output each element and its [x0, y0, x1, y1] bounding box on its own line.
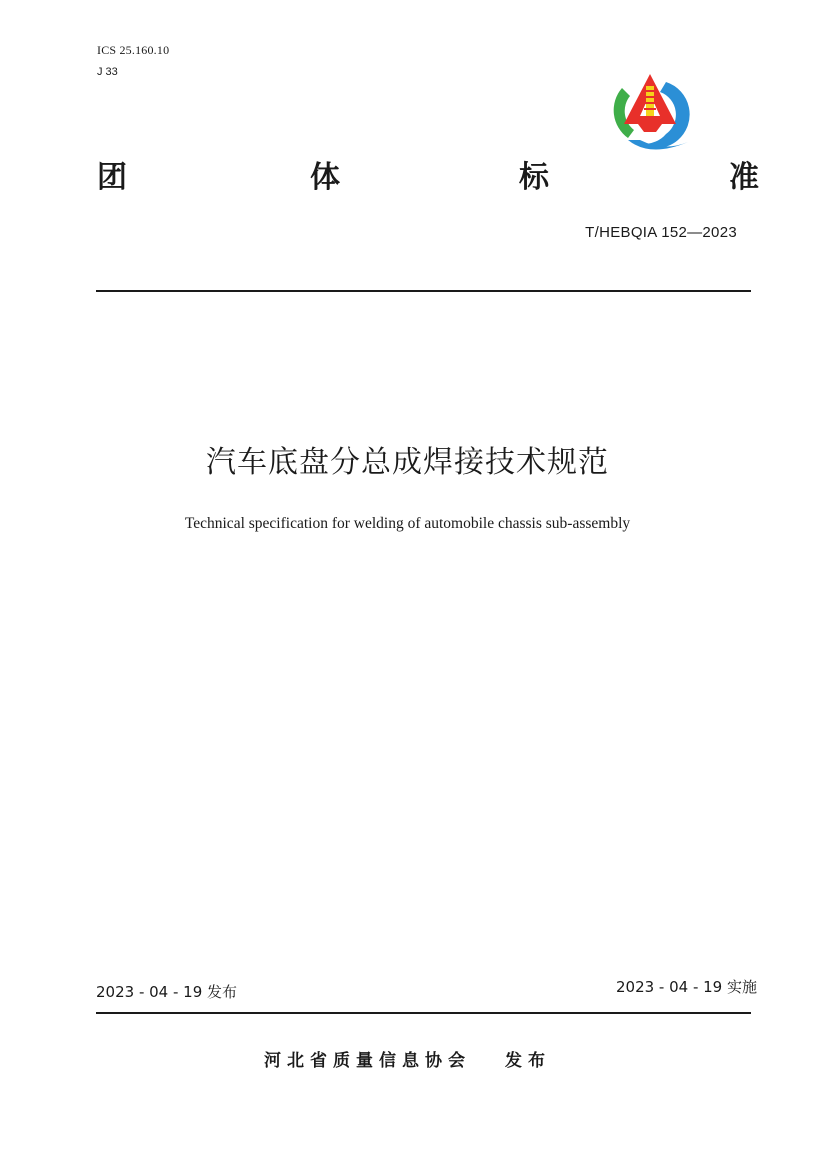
standard-number: T/HEBQIA 152—2023: [585, 224, 737, 241]
standard-type-char-3: 标: [519, 160, 549, 195]
ics-code: ICS 25.160.10: [97, 43, 170, 57]
top-divider: [96, 290, 751, 292]
implement-date: 2023 - 04 - 19 实施: [615, 978, 757, 996]
standard-type-char-2: 体: [310, 160, 340, 195]
publisher-name: 河北省质量信息协会: [264, 1051, 471, 1071]
title-chinese: 汽车底盘分总成焊接技术规范: [206, 445, 609, 480]
publisher-action: 发布: [505, 1051, 551, 1071]
bottom-divider: [96, 1012, 751, 1014]
standard-type-char-4: 准: [729, 160, 759, 195]
title-english: Technical specification for welding of automobile chassis sub-assembly: [184, 515, 631, 532]
publisher-line: [0, 1049, 815, 1073]
logo-red-base: [638, 124, 662, 132]
issue-date: 2023 - 04 - 19 发布: [96, 983, 238, 1001]
association-logo-icon: [604, 66, 696, 154]
classification-code: J 33: [97, 66, 118, 78]
standard-type-char-1: 团: [97, 160, 127, 195]
